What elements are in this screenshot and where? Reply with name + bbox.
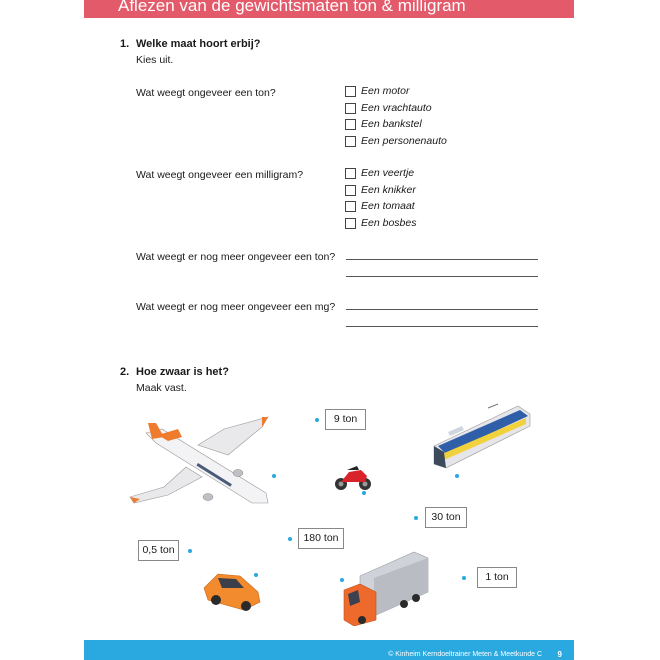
- page-title: Aflezen van de gewichtsmaten ton & milligram: [118, 0, 466, 15]
- train-icon: [428, 402, 532, 474]
- q1-prompt-open-ton: Wat weegt er nog meer ongeveer een ton?: [136, 251, 336, 263]
- checkbox[interactable]: [345, 201, 356, 212]
- connect-dot[interactable]: [288, 537, 292, 541]
- truck-icon: [340, 548, 432, 626]
- answer-line[interactable]: [346, 276, 538, 277]
- option-motor[interactable]: Een motor: [345, 85, 409, 97]
- copyright-text: © Kinheim Kerndoeltrainer Meten & Meetkunde C: [388, 651, 542, 658]
- q1-prompt-milligram: Wat weegt ongeveer een milligram?: [136, 169, 304, 181]
- q2-number: 2.: [120, 366, 130, 378]
- option-tomaat[interactable]: Een tomaat: [345, 200, 415, 212]
- checkbox[interactable]: [345, 136, 356, 147]
- q1-number: 1.: [120, 38, 130, 50]
- connect-dot[interactable]: [188, 549, 192, 553]
- page-footer: [84, 640, 574, 660]
- connect-dot[interactable]: [315, 418, 319, 422]
- option-vrachtauto[interactable]: Een vrachtauto: [345, 102, 432, 114]
- weight-box[interactable]: 0,5 ton: [138, 540, 179, 561]
- connect-dot[interactable]: [455, 474, 459, 478]
- checkbox[interactable]: [345, 218, 356, 229]
- connect-dot[interactable]: [462, 576, 466, 580]
- page-number: 9: [557, 650, 562, 659]
- checkbox[interactable]: [345, 168, 356, 179]
- weight-box[interactable]: 180 ton: [298, 528, 344, 549]
- option-bosbes[interactable]: Een bosbes: [345, 217, 416, 229]
- checkbox[interactable]: [345, 103, 356, 114]
- answer-line[interactable]: [346, 326, 538, 327]
- option-bankstel[interactable]: Een bankstel: [345, 118, 422, 130]
- q2-instruction: Maak vast.: [136, 382, 187, 394]
- checkbox[interactable]: [345, 119, 356, 130]
- answer-line[interactable]: [346, 259, 538, 260]
- checkbox[interactable]: [345, 86, 356, 97]
- q1-prompt-open-mg: Wat weegt er nog meer ongeveer een mg?: [136, 301, 336, 313]
- q1-title: Welke maat hoort erbij?: [136, 38, 261, 50]
- q1-instruction: Kies uit.: [136, 54, 174, 66]
- connect-dot[interactable]: [254, 573, 258, 577]
- connect-dot[interactable]: [272, 474, 276, 478]
- q2-title: Hoe zwaar is het?: [136, 366, 229, 378]
- connect-dot[interactable]: [414, 516, 418, 520]
- option-personenauto[interactable]: Een personenauto: [345, 135, 447, 147]
- checkbox[interactable]: [345, 185, 356, 196]
- weight-box[interactable]: 30 ton: [425, 507, 467, 528]
- option-veertje[interactable]: Een veertje: [345, 167, 414, 179]
- answer-line[interactable]: [346, 309, 538, 310]
- motorcycle-icon: [333, 460, 373, 492]
- weight-box[interactable]: 1 ton: [477, 567, 517, 588]
- page-header: [84, 0, 574, 18]
- airplane-icon: [128, 415, 276, 507]
- weight-box[interactable]: 9 ton: [325, 409, 366, 430]
- connect-dot[interactable]: [362, 491, 366, 495]
- q1-prompt-ton: Wat weegt ongeveer een ton?: [136, 87, 276, 99]
- option-knikker[interactable]: Een knikker: [345, 184, 416, 196]
- connect-dot[interactable]: [340, 578, 344, 582]
